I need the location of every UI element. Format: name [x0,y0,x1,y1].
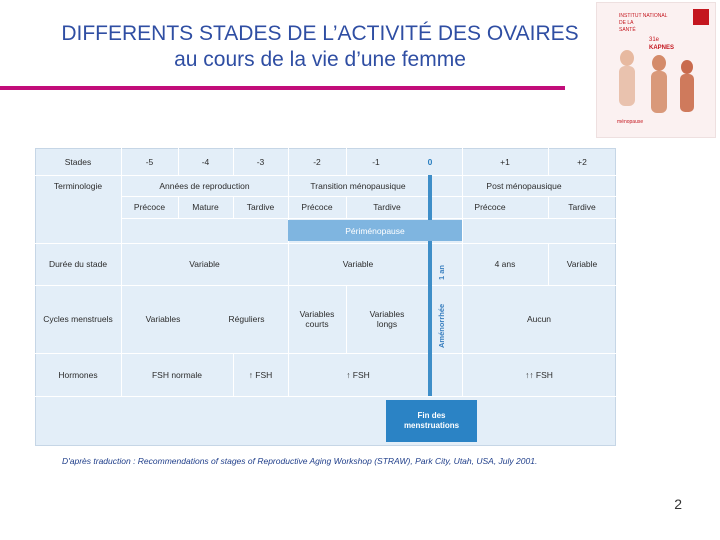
brochure-text-4: 31e [649,37,660,43]
source-citation: D'après traduction : Recommendations of stages of Reproductive Aging Workshop (STRAW), Park City, Utah, USA, July 2001. [62,456,538,466]
fsh-normal: FSH normale [151,369,203,380]
title-underline [0,86,565,90]
cycles-variable-short: Variables courts [299,309,335,329]
slide-title-line1: DIFFERENTS STADES DE L’ACTIVITÉ DES OVAIRES [61,22,579,45]
menopausal-transition: Transition ménopausique [310,180,406,191]
substage-peak: Mature [192,202,219,212]
fsh-increase: ↑ FSH [248,369,273,380]
cycles-none: Aucun [526,314,552,324]
one-year-label: 1 an [437,264,446,280]
stage-cell: -5 [145,156,154,167]
terminology-label: Terminologie [53,180,103,191]
cycles-variable-long: Variables longs [369,309,405,329]
fsh-strong-increase: ↑↑ FSH [525,369,553,380]
fsh-increase: ↑ FSH [346,369,370,380]
duration-early-post: 4 ans [494,259,516,269]
stage-cell: -1 [372,156,380,167]
brochure-cover-image [596,2,716,138]
duration-reproductive: Variable [189,259,220,269]
duration-label: Durée du stade [48,259,108,269]
stage-cell: -3 [256,156,265,167]
brochure-text-2: DE LA [619,20,634,26]
end-of-menstruation-text: Fin des menstruations [403,411,460,430]
stage-cell: +1 [500,156,510,167]
stage-cell: -2 [313,156,321,167]
stage-cell: +2 [577,156,587,167]
brochure-text-6: ménopause [617,119,644,125]
perimenopause-band: Périménopause [288,220,462,241]
substage-early: Précoce [474,202,506,212]
brochure-text-3: SANTÉ [619,27,636,33]
page-number: 2 [674,496,682,512]
stages-header: Stades [64,156,92,167]
substage-late: Tardive [568,202,596,212]
postmenopause: Post ménopausique [486,180,562,191]
hormones-label: Hormones [58,369,98,380]
row-divider [35,396,616,397]
substage-early: Précoce [301,202,333,212]
amenorrhea-label: Aménorrhée [437,303,446,348]
reproductive-years: Années de reproduction [159,180,250,191]
stage-cell: -4 [201,156,210,167]
brochure-text-5: KAPNES [649,45,675,51]
cycles-variable: Variables [145,314,181,324]
cycles-label: Cycles menstruels [43,314,113,324]
row-divider [121,218,616,219]
stage-cell-zero: 0 [427,156,433,167]
substage-late: Tardive [246,202,275,212]
substage-late: Tardive [373,202,401,212]
slide-title-line2: au cours de la vie d’une femme [174,48,466,71]
duration-late-post: Variable [566,259,598,269]
duration-transition: Variable [342,259,374,269]
end-of-menstruation-box [386,400,477,442]
brochure-text-1: INSTITUT NATIONAL [619,13,668,19]
substage-early: Précoce [133,202,166,212]
cycles-regular: Réguliers [228,314,265,324]
